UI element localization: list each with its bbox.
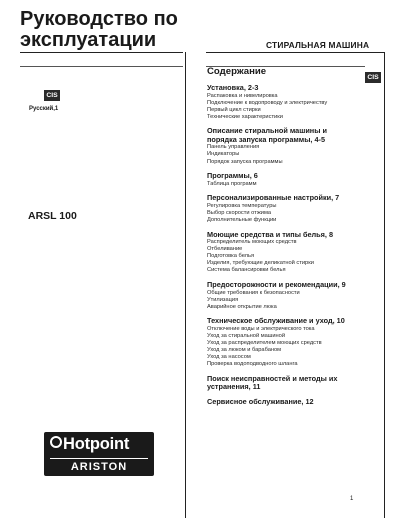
right-tab-cis: CIS	[365, 72, 381, 83]
toc-section	[207, 84, 367, 121]
toc-item-list	[207, 181, 367, 188]
toc-item: Система балансировки белья	[207, 267, 286, 274]
toc-item: Изделия, требующие деликатной стирки	[207, 260, 314, 267]
toc-item: Панель управления	[207, 144, 260, 151]
toc-item: Индикаторы	[207, 151, 240, 158]
toc-item: Технические характеристики	[207, 113, 283, 120]
toc-item: Проверка водоподводного шланга	[207, 361, 298, 368]
hotpoint-ariston-logo	[44, 432, 154, 476]
left-rule	[20, 66, 183, 67]
toc-item: Подготовка белья	[207, 253, 255, 260]
toc-item: Уход за люком и барабаном	[207, 347, 282, 354]
toc-item: Отключение воды и электрического тока	[207, 325, 315, 332]
logo-brand	[50, 435, 129, 454]
header-rule-right	[206, 52, 384, 53]
toc-item: Порядок запуска программы	[207, 158, 283, 165]
toc-item-list	[207, 239, 367, 274]
toc-item-list	[207, 144, 367, 165]
toc-heading-line: Персонализированные настройки, 7	[207, 193, 340, 203]
language-item-russian: Русский,1	[29, 106, 59, 112]
toc-heading-line: порядка запуска программы, 4-5	[207, 134, 326, 144]
toc-item-list	[207, 326, 367, 369]
document-subtitle: СТИРАЛЬНАЯ МАШИНА	[266, 40, 370, 50]
toc-item: Выбор скорости отжима	[207, 209, 272, 216]
toc-item: Уход за стиральной машиной	[207, 332, 286, 339]
toc-section	[207, 172, 367, 188]
toc-section-heading	[207, 375, 367, 392]
toc-item: Регулировка температуры	[207, 202, 277, 209]
document-title	[20, 9, 178, 51]
toc-section-heading	[207, 194, 367, 203]
logo-brand-text: Hotpoint	[63, 435, 130, 453]
toc-item: Распределитель моющих средств	[207, 239, 297, 246]
toc-item: Распаковка и нивелировка	[207, 92, 278, 99]
logo-subbrand: ARISTON	[70, 460, 128, 473]
toc-item-list	[207, 93, 367, 121]
page-number: 1	[350, 496, 354, 502]
title-line-1: Руководство по	[20, 8, 178, 30]
toc-section-heading	[207, 84, 367, 93]
toc-item: Утилизация	[207, 296, 239, 303]
toc-heading-line: Моющие средства и типы белья, 8	[207, 229, 334, 239]
column-divider	[185, 52, 186, 518]
toc-section	[207, 398, 367, 407]
toc-item: Аварийное открытие люка	[207, 303, 277, 310]
toc-section	[207, 231, 367, 275]
toc-item: Таблица программ	[207, 180, 257, 187]
logo-divider	[50, 458, 148, 459]
toc-title: Содержание	[207, 66, 267, 77]
toc-heading-line: Техническое обслуживание и уход, 10	[207, 316, 345, 326]
toc-heading-line: Поиск неисправностей и методы их	[207, 373, 338, 383]
toc-item: Подключение к водопроводу и электричеству	[207, 99, 328, 106]
toc-item: Первый цикл стирки	[207, 106, 261, 113]
toc-section	[207, 127, 367, 165]
toc-item-list	[207, 203, 367, 224]
toc-heading-line: Программы, 6	[207, 171, 258, 181]
title-line-2: эксплуатации	[20, 29, 157, 51]
toc-item: Отбеливание	[207, 246, 243, 253]
model-number: ARSL 100	[28, 210, 77, 222]
toc-heading-line: Установка, 2-3	[207, 83, 259, 92]
toc-item: Уход за насосом	[207, 354, 251, 361]
toc-heading-line: Предосторожности и рекомендации, 9	[207, 280, 346, 289]
toc-item: Уход за распределителем моющих средств	[207, 339, 322, 346]
toc-sections	[207, 84, 367, 407]
toc-section	[207, 375, 367, 392]
logo-ring-icon	[50, 436, 62, 448]
toc-section-heading	[207, 281, 367, 290]
toc-section-heading	[207, 398, 367, 407]
toc-heading-line: Описание стиральной машины и	[207, 126, 327, 136]
header-rule-left	[20, 52, 183, 53]
toc-section	[207, 194, 367, 224]
toc-heading-line: устранения, 11	[207, 382, 261, 392]
toc-item: Общие требования к безопасности	[207, 289, 300, 296]
toc-section-heading	[207, 231, 367, 240]
toc-section-heading	[207, 172, 367, 181]
toc-section-heading	[207, 317, 367, 326]
toc-heading-line: Сервисное обслуживание, 12	[207, 397, 314, 407]
toc-item-list	[207, 290, 367, 311]
toc-section-heading	[207, 127, 367, 144]
table-of-contents	[207, 66, 367, 413]
toc-item: Дополнительные функции	[207, 216, 277, 223]
language-badge-cis: CIS	[44, 90, 60, 101]
toc-section	[207, 317, 367, 368]
right-edge-line	[384, 52, 385, 518]
toc-section	[207, 281, 367, 311]
